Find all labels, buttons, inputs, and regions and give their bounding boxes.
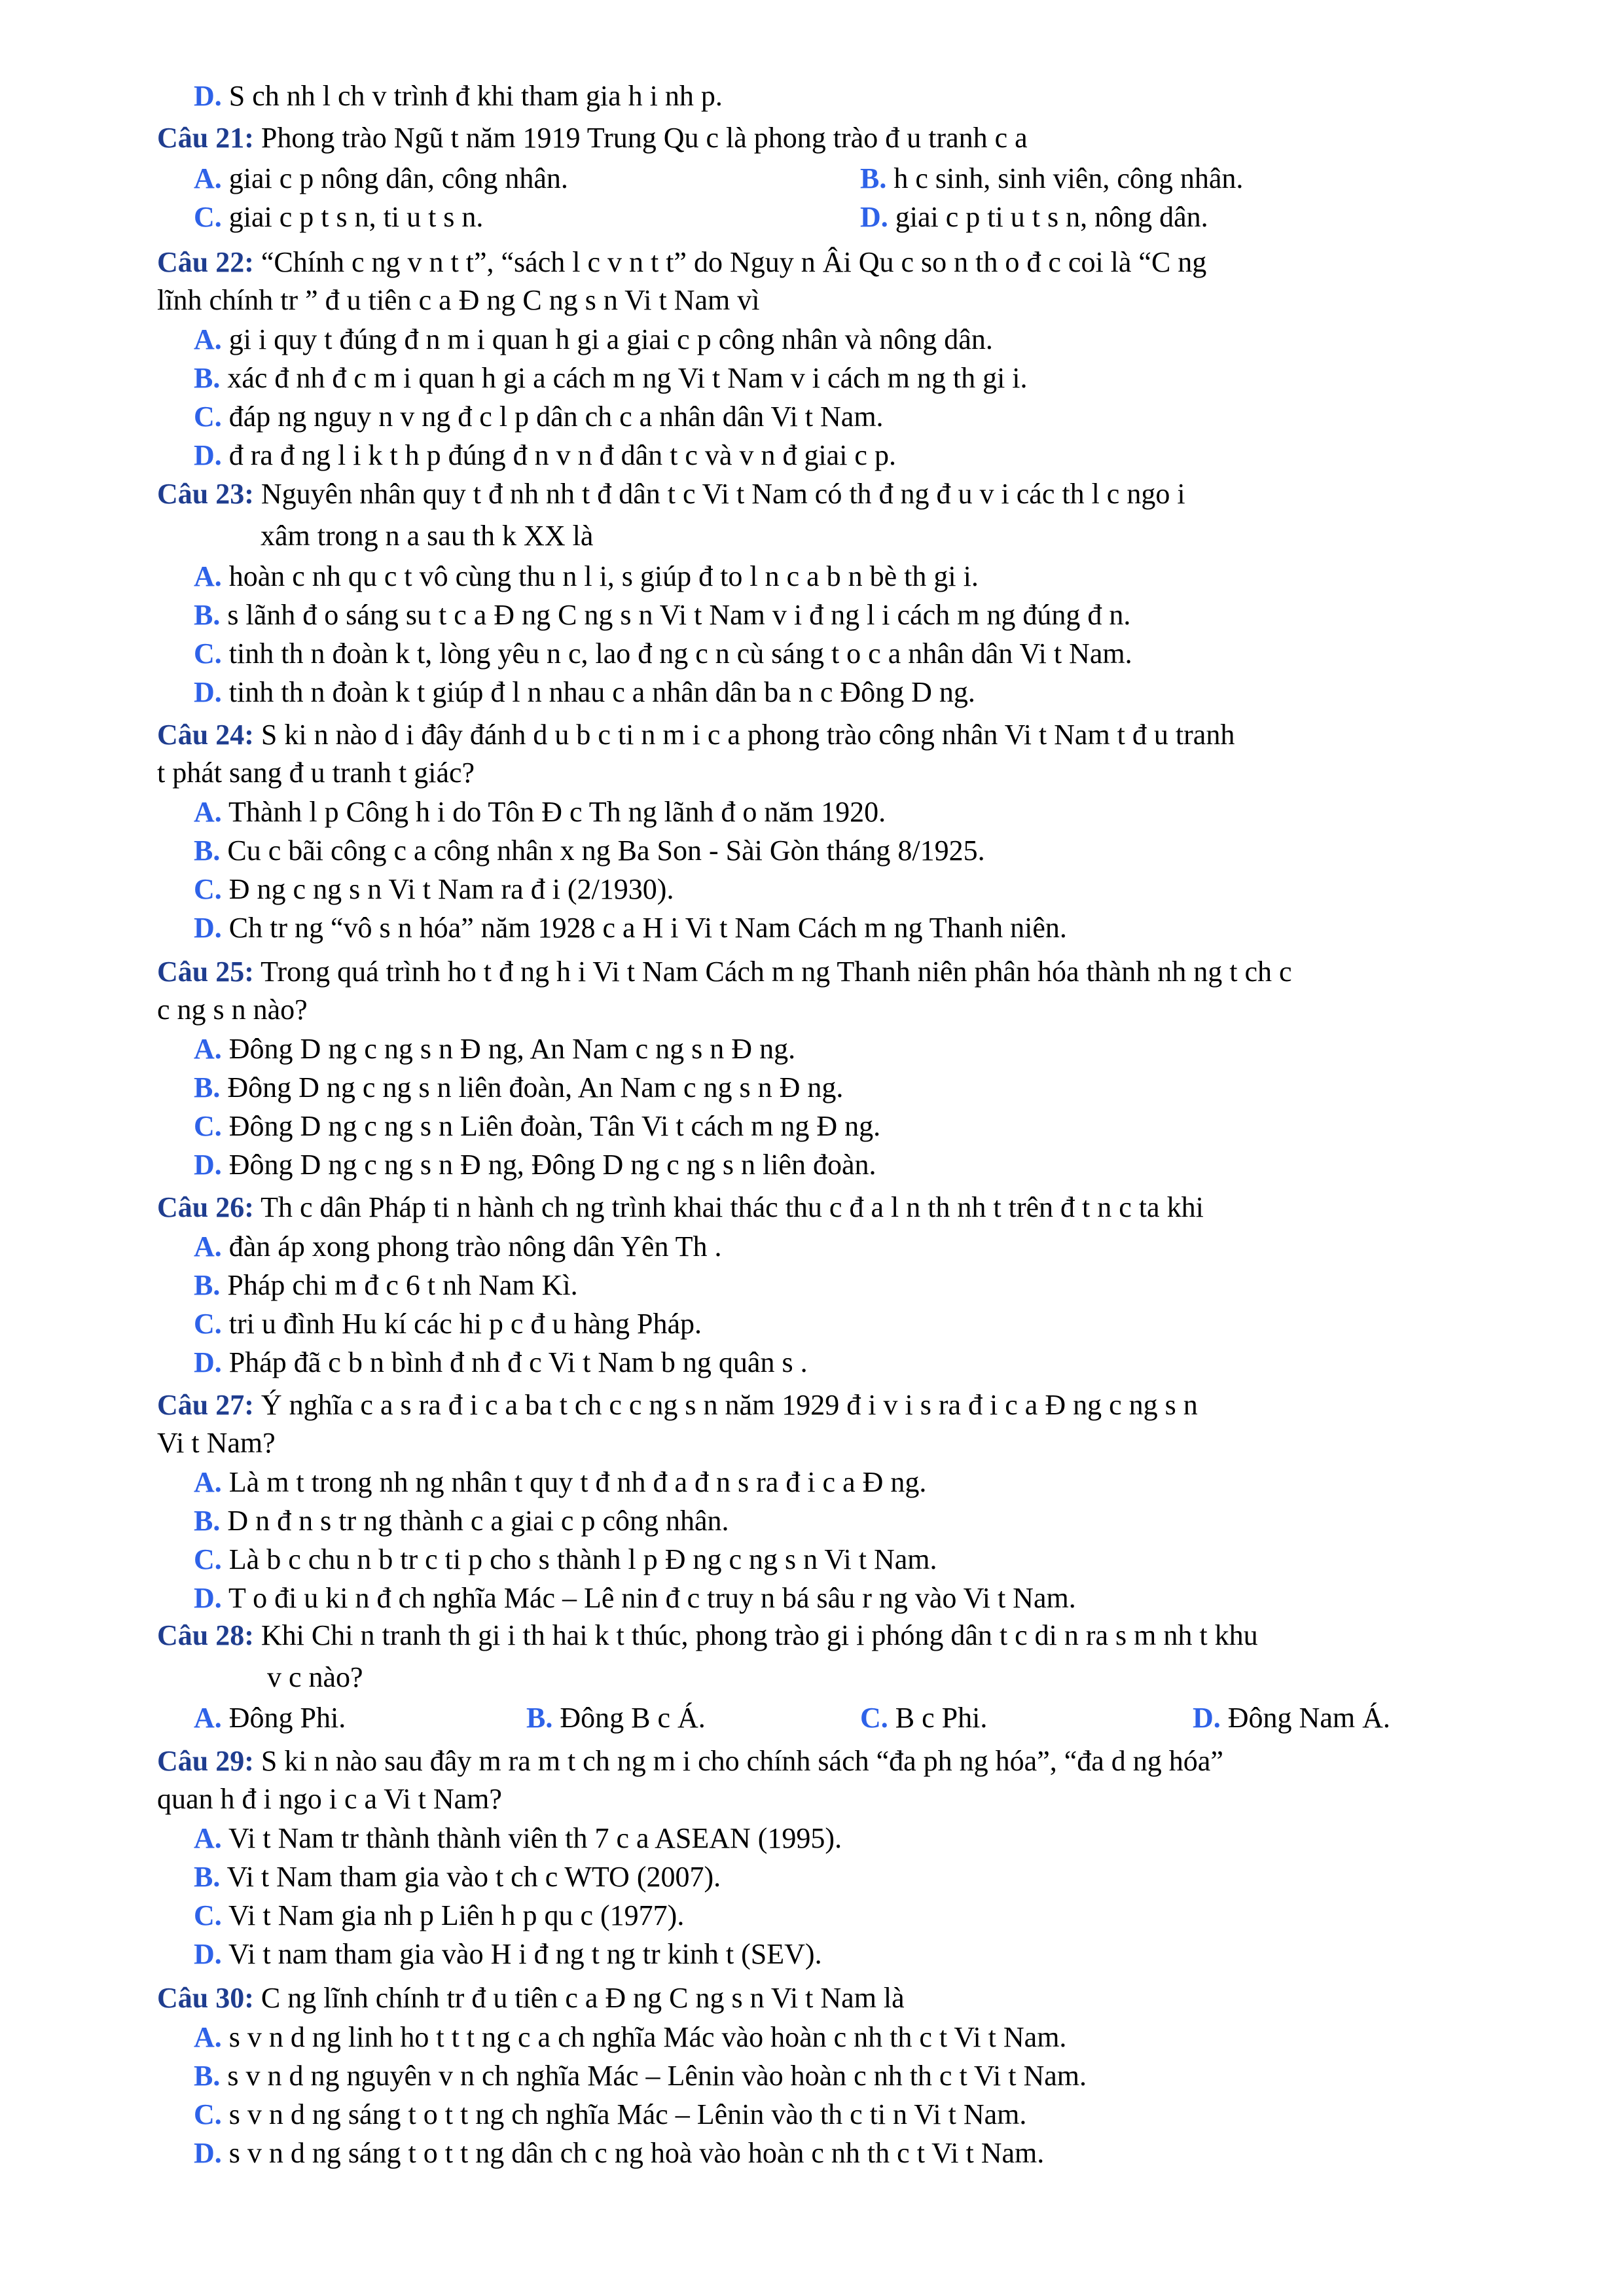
q22-option-a	[194, 321, 993, 359]
option-letter: D.	[194, 1938, 222, 1970]
q21-option-b	[860, 160, 1243, 198]
option-text: s lãnh đ o sáng su t c a Đ ng C ng s n Vi t Nam v i đ ng l i cách m ng đúng đ n.	[220, 599, 1131, 631]
question-text: Trong quá trình ho t đ ng h i Vi t Nam Cách m ng Thanh niên phân hóa thành nh ng t ch c	[253, 956, 1292, 988]
option-text: D n đ n s tr ng thành c a giai c p công nhân.	[220, 1505, 729, 1537]
option-letter: B.	[194, 362, 221, 394]
option-letter: D.	[860, 201, 888, 233]
option-letter: C.	[194, 1308, 222, 1340]
question-text-cont: Vi t Nam?	[157, 1427, 276, 1459]
q29-option-b	[194, 1858, 721, 1896]
option-letter: D.	[194, 912, 222, 944]
option-text: hoàn c nh qu c t vô cùng thu n l i, s giúp đ to l n c a b n bè th gi i.	[221, 560, 979, 592]
option-letter: C.	[194, 1110, 222, 1142]
question-text: S ki n nào sau đây m ra m t ch ng m i cho chính sách “đa ph ng hóa”, “đa d ng hóa”	[253, 1745, 1223, 1777]
q30-option-a	[194, 2018, 1066, 2056]
option-text: T o đi u ki n đ ch nghĩa Mác – Lê nin đ c truy n bá sâu r ng vào Vi t Nam.	[221, 1582, 1076, 1614]
option-text: Thành l p Công h i do Tôn Đ c Th ng lãnh đ o năm 1920.	[221, 796, 886, 828]
question-29	[157, 1742, 1558, 1780]
q24-option-c	[194, 870, 674, 908]
option-letter: A.	[194, 796, 222, 828]
q21-option-a	[194, 160, 568, 198]
option-text: tinh th n đoàn k t, lòng yêu n c, lao đ ng c n cù sáng t o c a nhân dân Vi t Nam.	[221, 637, 1132, 670]
question-text-cont: quan h đ i ngo i c a Vi t Nam?	[157, 1783, 502, 1815]
q23-option-a	[194, 558, 979, 596]
question-25	[157, 953, 1558, 991]
question-30	[157, 1979, 1558, 2017]
q30-option-d	[194, 2134, 1044, 2172]
question-27-continued	[157, 1424, 1558, 1462]
option-text: đàn áp xong phong trào nông dân Yên Th .	[221, 1230, 722, 1263]
option-text: s v n d ng sáng t o t t ng ch nghĩa Mác – Lênin vào th c ti n Vi t Nam.	[221, 2098, 1027, 2130]
q28-option-a	[194, 1699, 346, 1737]
option-letter: D.	[194, 80, 222, 112]
option-text: Ch tr ng “vô s n hóa” năm 1928 c a H i Vi t Nam Cách m ng Thanh niên.	[221, 912, 1067, 944]
option-letter: C.	[194, 873, 222, 905]
q24-option-b	[194, 832, 985, 870]
q27-option-c	[194, 1541, 937, 1579]
option-text: Đông Nam Á.	[1220, 1702, 1390, 1734]
q29-option-c	[194, 1897, 684, 1935]
question-number: Câu 28:	[157, 1619, 254, 1651]
question-24-continued	[157, 754, 1558, 792]
question-number: Câu 23:	[157, 478, 254, 510]
option-letter: A.	[194, 1230, 222, 1263]
option-text: Vi t Nam tham gia vào t ch c WTO (2007).	[220, 1861, 721, 1893]
question-text-cont: t phát sang đ u tranh t giác?	[157, 757, 475, 789]
question-number: Câu 29:	[157, 1745, 254, 1777]
q26-option-d	[194, 1344, 808, 1382]
question-29-continued	[157, 1780, 1558, 1818]
q22-option-c	[194, 398, 884, 436]
question-text: Khi Chi n tranh th gi i th hai k t thúc, phong trào gi i phóng dân t c di n ra s m nh t khu	[253, 1619, 1258, 1651]
option-letter: A.	[194, 2021, 222, 2053]
question-text-cont: xâm trong n a sau th k XX là	[261, 520, 594, 552]
option-letter: D.	[194, 1582, 222, 1614]
q25-option-d	[194, 1146, 876, 1184]
q28-option-b	[526, 1699, 706, 1737]
q29-option-a	[194, 1820, 842, 1857]
option-letter: B.	[194, 834, 221, 867]
question-text: S ki n nào d i đây đánh d u b c ti n m i c a phong trào công nhân Vi t Nam t đ u tranh	[253, 719, 1235, 751]
option-letter: B.	[860, 162, 887, 194]
q28-option-d	[1193, 1699, 1390, 1737]
q21-option-d	[860, 198, 1208, 236]
option-letter: C.	[194, 1543, 222, 1575]
q23-option-d	[194, 673, 975, 711]
option-text: xác đ nh đ c m i quan h gi a cách m ng Vi t Nam v i cách m ng th gi i.	[220, 362, 1028, 394]
option-text: Pháp chi m đ c 6 t nh Nam Kì.	[220, 1269, 578, 1301]
option-text: Đông B c Á.	[552, 1702, 706, 1734]
q25-option-b	[194, 1069, 843, 1107]
q25-option-a	[194, 1030, 795, 1068]
option-letter: B.	[194, 599, 221, 631]
option-letter: B.	[526, 1702, 553, 1734]
question-22-continued	[157, 281, 1558, 319]
option-text: Là m t trong nh ng nhân t quy t đ nh đ a đ n s ra đ i c a Đ ng.	[221, 1466, 927, 1498]
question-text: C ng lĩnh chính tr đ u tiên c a Đ ng C ng s n Vi t Nam là	[253, 1982, 905, 2014]
option-text: S ch nh l ch v trình đ khi tham gia h i nh p.	[221, 80, 723, 112]
option-text: đáp ng nguy n v ng đ c l p dân ch c a nhân dân Vi t Nam.	[221, 401, 884, 433]
question-23	[157, 475, 1558, 513]
option-text: giai c p nông dân, công nhân.	[221, 162, 568, 194]
option-text: tinh th n đoàn k t giúp đ l n nhau c a nhân dân ba n c Đông D ng.	[221, 676, 975, 708]
question-26	[157, 1189, 1558, 1227]
q28-option-c	[860, 1699, 987, 1737]
option-text: s v n d ng nguyên v n ch nghĩa Mác – Lênin vào hoàn c nh th c t Vi t Nam.	[220, 2060, 1087, 2092]
q24-option-d	[194, 909, 1067, 947]
q23-option-c	[194, 635, 1132, 673]
option-text: Vi t Nam tr thành thành viên th 7 c a ASEAN (1995).	[221, 1822, 842, 1854]
option-letter: D.	[1193, 1702, 1221, 1734]
question-text: Phong trào Ngũ t năm 1919 Trung Qu c là phong trào đ u tranh c a	[253, 122, 1028, 154]
option-text: s v n d ng linh ho t t t ng c a ch nghĩa Mác vào hoàn c nh th c t Vi t Nam.	[221, 2021, 1067, 2053]
question-27	[157, 1386, 1558, 1424]
question-text-cont: v c nào?	[267, 1661, 363, 1693]
option-letter: A.	[194, 1702, 222, 1734]
q26-option-a	[194, 1228, 722, 1266]
option-letter: D.	[194, 439, 222, 471]
q26-option-b	[194, 1266, 578, 1304]
q30-option-b	[194, 2057, 1087, 2095]
question-text-cont: lĩnh chính tr ” đ u tiên c a Đ ng C ng s n Vi t Nam vì	[157, 284, 760, 316]
option-letter: D.	[194, 1149, 222, 1181]
option-letter: B.	[194, 1861, 221, 1893]
question-21	[157, 119, 1558, 157]
question-text: Th c dân Pháp ti n hành ch ng trình khai thác thu c đ a l n th nh t trên đ t n c ta khi	[253, 1191, 1204, 1223]
q27-option-d	[194, 1579, 1076, 1617]
option-text: đ ra đ ng l i k t h p đúng đ n v n đ dân t c và v n đ giai c p.	[221, 439, 896, 471]
option-letter: B.	[194, 1269, 221, 1301]
q26-option-c	[194, 1305, 702, 1343]
q27-option-a	[194, 1463, 926, 1501]
option-letter: C.	[194, 637, 222, 670]
question-25-continued	[157, 991, 1558, 1029]
option-text: s v n d ng sáng t o t t ng dân ch c ng hoà vào hoàn c nh th c t Vi t Nam.	[221, 2137, 1045, 2169]
q27-option-b	[194, 1502, 729, 1540]
option-text: Pháp đã c b n bình đ nh đ c Vi t Nam b ng quân s .	[221, 1346, 808, 1378]
question-text-cont: c ng s n nào?	[157, 994, 308, 1026]
option-text: Đông D ng c ng s n Liên đoàn, Tân Vi t cách m ng Đ ng.	[221, 1110, 881, 1142]
option-text: Vi t nam tham gia vào H i đ ng t ng tr kinh t (SEV).	[221, 1938, 822, 1970]
question-number: Câu 27:	[157, 1389, 254, 1421]
option-letter: A.	[194, 1822, 222, 1854]
option-letter: D.	[194, 2137, 222, 2169]
option-text: B c Phi.	[888, 1702, 988, 1734]
q23-option-b	[194, 596, 1130, 634]
option-text: giai c p t s n, ti u t s n.	[221, 201, 484, 233]
question-number: Câu 25:	[157, 956, 254, 988]
q20-option-d	[194, 77, 723, 115]
question-text: “Chính c ng v n t t”, “sách l c v n t t” do Nguy n Âi Qu c so n th o đ c coi là “C ng	[253, 246, 1207, 278]
q30-option-c	[194, 2096, 1026, 2134]
option-letter: A.	[194, 323, 222, 355]
option-letter: B.	[194, 2060, 221, 2092]
option-text: giai c p ti u t s n, nông dân.	[888, 201, 1208, 233]
option-letter: A.	[194, 1033, 222, 1065]
question-number: Câu 24:	[157, 719, 254, 751]
option-text: Đông D ng c ng s n Đ ng, An Nam c ng s n Đ ng.	[221, 1033, 796, 1065]
question-23-continued	[261, 517, 1624, 555]
option-text: Vi t Nam gia nh p Liên h p qu c (1977).	[221, 1899, 685, 1931]
option-letter: C.	[194, 1899, 222, 1931]
question-22	[157, 243, 1558, 281]
option-text: Đông D ng c ng s n Đ ng, Đông D ng c ng s n liên đoàn.	[221, 1149, 876, 1181]
option-text: Đông D ng c ng s n liên đoàn, An Nam c ng s n Đ ng.	[220, 1071, 844, 1103]
question-28-continued	[267, 1659, 1624, 1696]
option-letter: A.	[194, 1466, 222, 1498]
question-text: Nguyên nhân quy t đ nh nh t đ dân t c Vi t Nam có th đ ng đ u v i các th l c ngo i	[253, 478, 1185, 510]
question-24	[157, 716, 1558, 754]
q22-option-d	[194, 437, 896, 475]
option-text: Đ ng c ng s n Vi t Nam ra đ i (2/1930).	[221, 873, 674, 905]
option-letter: C.	[194, 201, 222, 233]
option-text: Là b c chu n b tr c ti p cho s thành l p Đ ng c ng s n Vi t Nam.	[221, 1543, 937, 1575]
option-letter: A.	[194, 560, 222, 592]
question-number: Câu 22:	[157, 246, 254, 278]
option-text: gi i quy t đúng đ n m i quan h gi a giai c p công nhân và nông dân.	[221, 323, 993, 355]
option-letter: B.	[194, 1505, 221, 1537]
q21-option-c	[194, 198, 483, 236]
option-text: Đông Phi.	[221, 1702, 346, 1734]
option-letter: C.	[194, 2098, 222, 2130]
q24-option-a	[194, 793, 886, 831]
q25-option-c	[194, 1107, 880, 1145]
option-letter: C.	[860, 1702, 888, 1734]
option-letter: D.	[194, 676, 222, 708]
option-letter: B.	[194, 1071, 221, 1103]
question-number: Câu 21:	[157, 122, 254, 154]
question-28	[157, 1617, 1558, 1655]
q29-option-d	[194, 1935, 822, 1973]
option-letter: D.	[194, 1346, 222, 1378]
option-text: Cu c bãi công c a công nhân x ng Ba Son - Sài Gòn tháng 8/1925.	[220, 834, 985, 867]
question-number: Câu 26:	[157, 1191, 254, 1223]
option-text: tri u đình Hu kí các hi p c đ u hàng Pháp.	[221, 1308, 702, 1340]
option-text: h c sinh, sinh viên, công nhân.	[886, 162, 1244, 194]
question-number: Câu 30:	[157, 1982, 254, 2014]
q22-option-b	[194, 359, 1028, 397]
option-letter: C.	[194, 401, 222, 433]
option-letter: A.	[194, 162, 222, 194]
question-text: Ý nghĩa c a s ra đ i c a ba t ch c c ng s n năm 1929 đ i v i s ra đ i c a Đ ng c ng s n	[253, 1389, 1198, 1421]
